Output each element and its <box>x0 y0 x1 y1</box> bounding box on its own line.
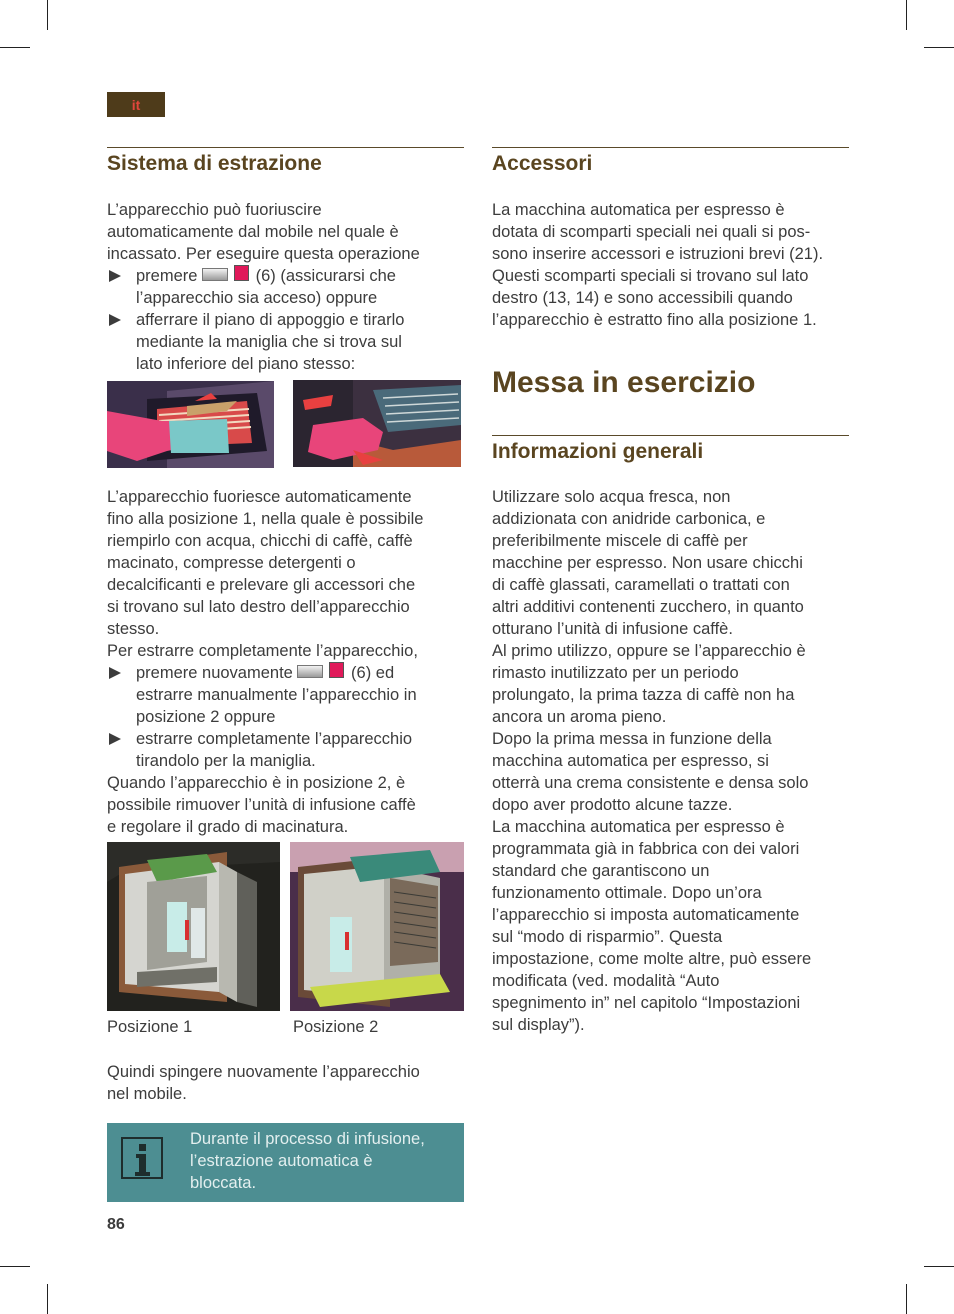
crop-mark <box>47 1284 48 1314</box>
left-section-rule <box>107 147 464 148</box>
text-line: sono inserire accessori e istruzioni brevi (21). <box>492 245 824 263</box>
text-line: l’apparecchio è estratto fino alla posizione 1. <box>492 311 817 329</box>
text-line: l’apparecchio sia acceso) oppure <box>136 289 378 307</box>
text-line: possibile rimuover l’unità di infusione caffè <box>107 796 416 814</box>
text-line: modificata (ved. modalità “Auto <box>492 972 720 990</box>
text: premere nuovamente <box>136 664 293 682</box>
crop-mark <box>906 0 907 30</box>
illustration-position-2 <box>290 842 464 1011</box>
heading-accessori: Accessori <box>492 152 593 175</box>
text-line: afferrare il piano di appoggio e tirarlo <box>136 311 405 329</box>
text-line: l’estrazione automatica è <box>190 1152 373 1170</box>
text-line: spegnimento in” nel capitolo “Impostazioni <box>492 994 801 1012</box>
text-line: decalcificanti e prelevare gli accessori che <box>107 576 416 594</box>
text-line: macchina automatica per espresso, si <box>492 752 769 770</box>
text-line: e regolare il grado di macinatura. <box>107 818 349 836</box>
text-line: nel mobile. <box>107 1085 187 1103</box>
crop-mark <box>924 47 954 48</box>
text-line: lato inferiore del piano stesso: <box>136 355 356 373</box>
text-line: Quando l’apparecchio è in posizione 2, è <box>107 774 406 792</box>
text: (6) (assicurarsi che <box>255 267 396 285</box>
text-line: macchine per espresso. Non usare chicchi <box>492 554 803 572</box>
eject-button-red-icon <box>329 662 344 678</box>
illustration-position-1 <box>107 842 280 1011</box>
text-line: otturano l’unità di infusione caffè. <box>492 620 733 638</box>
caption-position-2: Posizione 2 <box>293 1018 379 1036</box>
text-line: macinato, compresse detergenti o <box>107 554 356 572</box>
text-line: posizione 2 oppure <box>136 708 276 726</box>
text-line: L’apparecchio fuoriesce automaticamente <box>107 488 412 506</box>
crop-mark <box>924 1266 954 1267</box>
text-line: La macchina automatica per espresso è <box>492 818 785 836</box>
crop-mark <box>906 1284 907 1314</box>
text-line: mediante la maniglia che si trova sul <box>136 333 402 351</box>
text: (6) ed <box>351 664 395 682</box>
text-line: estrarre manualmente l’apparecchio in <box>136 686 417 704</box>
right-section-rule <box>492 147 849 148</box>
language-tag: it <box>107 92 165 117</box>
bullet-item <box>107 309 464 375</box>
text-line: di caffè glassati, caramellati o trattati con <box>492 576 790 594</box>
text-line: Al primo utilizzo, oppure se l’apparecchio è <box>492 642 806 660</box>
crop-mark <box>47 0 48 30</box>
text-line: altri additivi contenenti zucchero, in quanto <box>492 598 804 616</box>
text-line: automaticamente dal mobile nel quale è <box>107 223 399 241</box>
text-line: Dopo la prima messa in funzione della <box>492 730 772 748</box>
text-line: Per estrarre completamente l’apparecchio, <box>107 642 418 660</box>
text-line: L’apparecchio può fuoriuscire <box>107 201 322 219</box>
text-line: sul display”). <box>492 1016 585 1034</box>
illustration-push-hand <box>293 380 461 467</box>
heading-informazioni-generali: Informazioni generali <box>492 440 704 463</box>
bullet-item <box>107 662 464 728</box>
right-section-rule-2 <box>492 435 849 436</box>
text-line: Questi scomparti speciali si trovano sul lato <box>492 267 809 285</box>
text-line: otterrà una crema consistente e densa solo <box>492 774 809 792</box>
text-line: stesso. <box>107 620 160 638</box>
text-line: tirandolo per la maniglia. <box>136 752 316 770</box>
text-line: dopo aver prodotto alcune tazze. <box>492 796 733 814</box>
heading-messa-in-esercizio: Messa in esercizio <box>492 366 756 399</box>
text-line: ancora un aroma pieno. <box>492 708 667 726</box>
text-line: rimasto inutilizzato per un periodo <box>492 664 739 682</box>
left-para2 <box>107 486 464 838</box>
text-line: preferibilmente miscele di caffè per <box>492 532 748 550</box>
page-number: 86 <box>107 1216 125 1233</box>
eject-button-bar-icon <box>202 268 228 281</box>
bullet-item <box>107 265 464 309</box>
text-line: destro (13, 14) e sono accessibili quando <box>492 289 793 307</box>
text-line: si trovano sul lato destro dell’apparecchio <box>107 598 410 616</box>
text-line: bloccata. <box>190 1174 257 1192</box>
eject-button-red-icon <box>234 265 249 281</box>
text-line: programmata già in fabbrica con dei valori <box>492 840 800 858</box>
info-note-text <box>190 1128 460 1194</box>
left-para4 <box>107 1061 464 1105</box>
bullet-item <box>107 728 464 772</box>
text-line: Quindi spingere nuovamente l’apparecchio <box>107 1063 420 1081</box>
illustration-pull-hand <box>107 381 274 468</box>
info-icon <box>121 1137 163 1179</box>
text-line: sul “modo di risparmio”. Questa <box>492 928 723 946</box>
informazioni-text <box>492 486 849 1036</box>
text-line: prolungato, la prima tazza di caffè non ha <box>492 686 795 704</box>
text-line: standard che garantiscono un <box>492 862 710 880</box>
text-line: dotata di scomparti speciali nei quali si pos- <box>492 223 811 241</box>
text-line: addizionata con anidride carbonica, e <box>492 510 766 528</box>
eject-button-bar-icon <box>297 665 323 678</box>
text-line: Utilizzare solo acqua fresca, non <box>492 488 731 506</box>
text-line: incassato. Per eseguire questa operazione <box>107 245 420 263</box>
text-line: estrarre completamente l’apparecchio <box>136 730 413 748</box>
text-line: l’apparecchio si imposta automaticamente <box>492 906 800 924</box>
heading-sistema-estrazione: Sistema di estrazione <box>107 152 322 175</box>
text-line: riempirlo con acqua, chicchi di caffè, caffè <box>107 532 413 550</box>
info-note-box <box>107 1123 464 1202</box>
text-line: fino alla posizione 1, nella quale è possibile <box>107 510 424 528</box>
accessori-text <box>492 199 849 331</box>
text-line: impostazione, come molte altre, può essere <box>492 950 812 968</box>
caption-position-1: Posizione 1 <box>107 1018 193 1036</box>
crop-mark <box>0 1266 30 1267</box>
crop-mark <box>0 47 30 48</box>
text-line: funzionamento ottimale. Dopo un’ora <box>492 884 762 902</box>
text: premere <box>136 267 198 285</box>
text-line: Durante il processo di infusione, <box>190 1130 425 1148</box>
text-line: La macchina automatica per espresso è <box>492 201 785 219</box>
left-intro <box>107 199 464 375</box>
